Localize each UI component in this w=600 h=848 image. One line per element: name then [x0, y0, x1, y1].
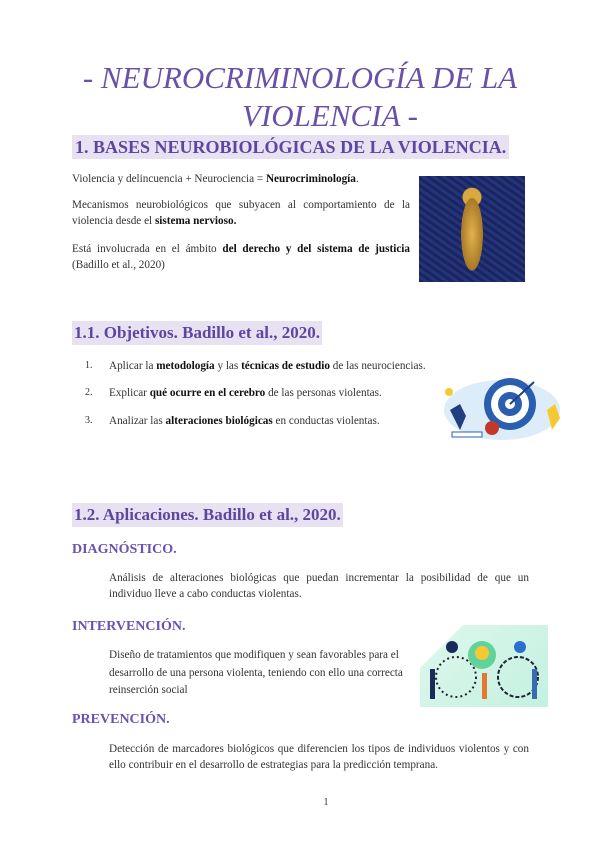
section-heading-bases: 1. BASES NEUROBIOLÓGICAS DE LA VIOLENCIA. — [72, 135, 509, 159]
subheading-diagnostico: DIAGNÓSTICO. — [72, 542, 177, 557]
paragraph-diagnostico: Análisis de alteraciones biológicas que puedan incrementar la posibilidad de que un individuo lleve a cabo conductas violentas. — [109, 572, 529, 600]
document-title-line2: VIOLENCIA - — [242, 98, 418, 133]
list-number: 1. — [85, 360, 93, 371]
document-title-line1: - NEUROCRIMINOLOGÍA DE LA — [82, 60, 518, 95]
human-nervous-system-image — [419, 176, 525, 282]
paragraph-prevencion: Detección de marcadores biológicos que diferencien los tipos de individuos violentos y con ello contribuir en el desarrollo de estrategias para la predicción temprana. — [109, 743, 529, 771]
section-heading-objectives: 1.1. Objetivos. Badillo et al., 2020. — [72, 321, 322, 345]
list-item: Analizar las alteraciones biológicas en conductas violentas. — [109, 415, 380, 427]
target-goal-illustration — [422, 370, 560, 442]
paragraph-mechanisms: Mecanismos neurobiológicos que subyacen al comportamiento de la violencia desde el sistema nervioso. — [72, 199, 410, 227]
section-heading-applications: 1.2. Aplicaciones. Badillo et al., 2020. — [72, 503, 343, 527]
paragraph-definition: Violencia y delincuencia + Neurociencia = Neurocriminología. — [72, 173, 359, 185]
subheading-intervencion: INTERVENCIÓN. — [72, 619, 186, 634]
paragraph-intervencion: Diseño de tratamientos que modifiquen y sean favorables para el desarrollo de una persona violenta, teniendo con ello una correcta reinserción social — [109, 649, 403, 696]
page-number: 1 — [323, 797, 329, 808]
list-item: Aplicar la metodología y las técnicas de estudio de las neurociencias. — [109, 360, 426, 372]
paragraph-scope: Está involucrada en el ámbito del derecho y del sistema de justicia (Badillo et al., 2020) — [72, 243, 410, 271]
problem-solving-illustration — [420, 625, 548, 707]
list-number: 2. — [85, 387, 93, 398]
subheading-prevencion: PREVENCIÓN. — [72, 712, 170, 727]
list-number: 3. — [85, 415, 93, 426]
list-item: Explicar qué ocurre en el cerebro de las personas violentas. — [109, 387, 382, 399]
